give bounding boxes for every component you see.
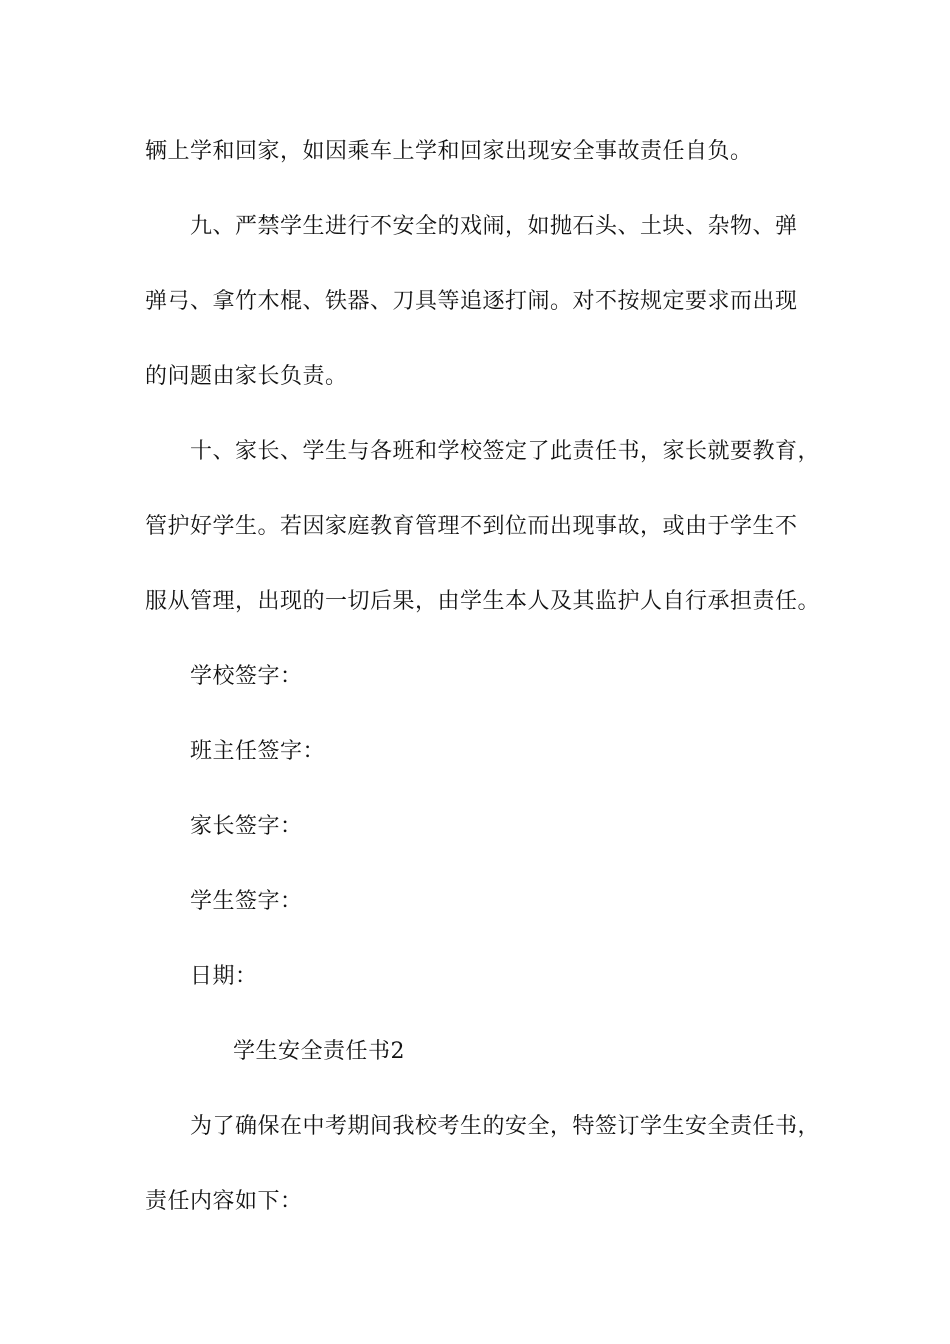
paragraph-line: 管护好学生。若因家庭教育管理不到位而出现事故，或由于学生不: [145, 514, 798, 539]
paragraph-line: 十、家长、学生与各班和学校签定了此责任书，家长就要教育，: [190, 439, 821, 464]
signature-date: 日期：: [190, 964, 258, 989]
signature-student: 学生签字：: [190, 889, 303, 914]
signature-head-teacher: 班主任签字：: [190, 739, 326, 764]
paragraph-line: 辆上学和回家，如因乘车上学和回家出现安全事故责任自负。: [145, 139, 753, 164]
paragraph-line: 服从管理，出现的一切后果，由学生本人及其监护人自行承担责任。: [145, 589, 821, 614]
paragraph-line: 弹弓、拿竹木棍、铁器、刀具等追逐打闹。对不按规定要求而出现: [145, 289, 798, 314]
signature-parent: 家长签字：: [190, 814, 303, 839]
signature-school: 学校签字：: [190, 664, 303, 689]
paragraph-line: 的问题由家长负责。: [145, 364, 348, 389]
paragraph-line: 九、严禁学生进行不安全的戏闹，如抛石头、土块、杂物、弹: [190, 214, 798, 239]
paragraph-line: 为了确保在中考期间我校考生的安全，特签订学生安全责任书，: [190, 1114, 821, 1139]
paragraph-line: 责任内容如下：: [145, 1189, 303, 1214]
section-title: 学生安全责任书2: [233, 1039, 405, 1064]
